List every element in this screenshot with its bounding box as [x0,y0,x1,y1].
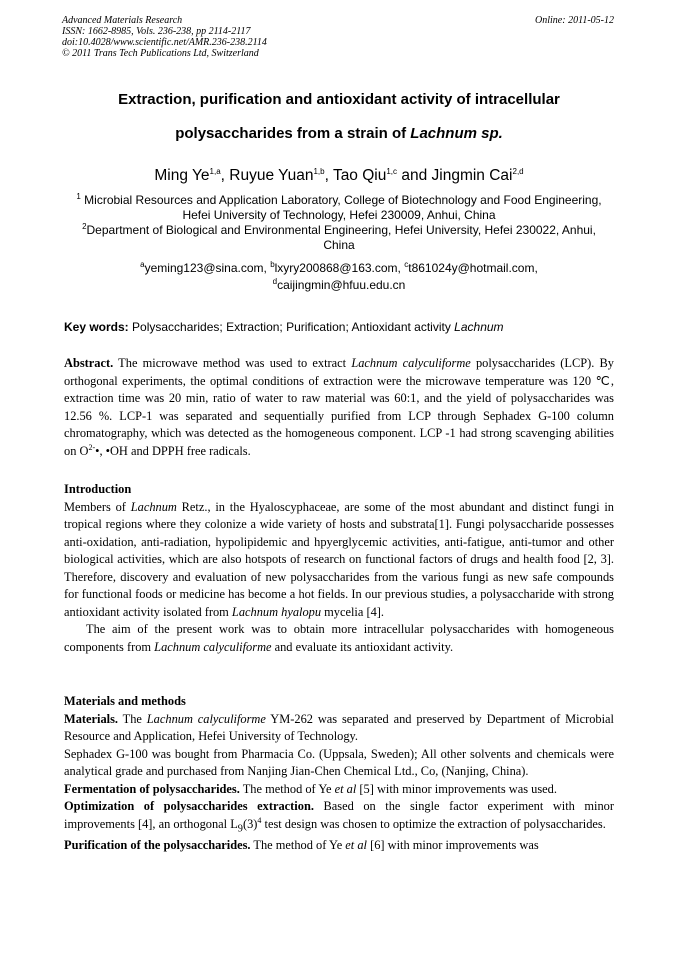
abstract-label: Abstract. [64,356,114,370]
paragraph: Optimization of polysaccharides extraction. Based on the single factor experiment with minor improvements [4], an orthogonal $L_9(3)^4$ test design was chosen to optimize the extraction of polysaccharides. [64,799,614,834]
title-genus: Lachnum sp. [410,125,503,142]
copyright-line: © 2011 Trans Tech Publications Ltd, Switzerland [62,48,259,59]
keywords-label: Key words: [64,320,129,334]
section-heading: Introduction [64,482,132,496]
author: Tao Qiu [332,167,387,184]
author: Jingmin Cai [431,167,513,184]
abstract-section: Abstract. The microwave method was used to extract Lachnum calyculiforme polysaccharides (LCP). By orthogonal experiments, the optimal conditions of extraction were the microwave temperature was 120 ℃, extraction time was 20 min, ratio of water to raw material was 60:1, and the yield of polysaccharides was 12.56 %. LCP-1 was separated and sequentially purified from LCP through Sephadex G-100 column chromatography, which was detected as the homogeneous component. LCP -1 had strong scavenging abilities on $O^{2-}•$, •OH and DPPH free radicals. [64,356,614,458]
methods-section [64,693,614,855]
paragraph: Members of Lachnum Retz., in the Hyaloscyphaceae, are some of the most abundant and distinct fungi in tropical regions where they colonize a wide variety of hosts and substrata[1]. Fungi polysaccharide possesses anti-oxidation, anti-radiation, hypolipidemic and hpyerglycemic activities, anti-fatigue, anti-tumor and other biological activities, which are also hotspots of research on functional factors of drugs and health food [2, 3]. Therefore, discovery and evaluation of new polysaccharides from the various fungi as new safe compounds for functional foods or medicine has become a hot fields. In our previous studies, a polysaccharide with strong antioxidant activity isolated from Lachnum hyalopu mycelia [4]. [64,499,614,619]
section-heading: Materials and methods [64,694,186,708]
author-emails: $^a$yeming123@sina.com, $^b$lxyry200868@163.com, $^c$t861024y@hotmail.com, $^d$caijingmin@hfuu.edu.cn [140,260,538,292]
introduction-section [64,481,614,656]
email-link[interactable]: t861024y@hotmail.com, [408,261,538,275]
paper-title-line-2: polysaccharides from a strain of Lachnum sp. [175,125,503,142]
affiliation-2: $^2$Department of Biological and Environmental Engineering, Hefei University, Hefei 230022, Anhui, China [82,222,596,252]
running-header [62,15,267,59]
author: Ming Ye [154,167,210,184]
issn-line: ISSN: 1662-8985, Vols. 236-238, pp 2114-2117 [62,26,251,37]
email-link[interactable]: caijingmin@hfuu.edu.cn [277,278,406,292]
email-link[interactable]: lxyry200868@163.com, [274,261,405,275]
author: Ruyue Yuan [229,167,314,184]
author-list: Ming Ye$^{1,a}$, Ruyue Yuan$^{1,b}$, Tao Qiu$^{1,c}$ and Jingmin Cai$^{2,d}$ [154,166,524,184]
paragraph: The aim of the present work was to obtain more intracellular polysaccharides with homogeneous components from Lachnum calyculiforme and evaluate its antioxidant activity. [64,622,614,654]
paper-title-line-1: Extraction, purification and antioxidant activity of intracellular [118,91,560,108]
email-link[interactable]: yeming123@sina.com, [144,261,271,275]
paragraph: Fermentation of polysaccharides. The method of Ye et al [5] with minor improvements was used. [64,781,557,796]
journal-name: Advanced Materials Research [62,15,183,26]
affiliation-1: $^1$ Microbial Resources and Application Laboratory, College of Biotechnology and Food Engineering, Hefei University of Technology, Hefei 230009, Anhui, China [76,192,602,222]
keywords: Key words: Polysaccharides; Extraction; Purification; Antioxidant activity Lachnum [64,320,504,334]
paragraph: Sephadex G-100 was bought from Pharmacia Co. (Uppsala, Sweden); All other solvents and chemicals were analytical grade and purchased from Nanjing Jian-Chen Chemical Ltd., Co, (Nanjing, China). [64,746,614,778]
online-date: Online: 2011-05-12 [535,15,614,26]
doi-line: doi:10.4028/www.scientific.net/AMR.236-238.2114 [62,37,267,48]
paragraph: Materials. The Lachnum calyculiforme YM-262 was separated and preserved by Department of Microbial Resource and Application, Hefei University of Technology. [64,711,614,743]
paragraph: Purification of the polysaccharides. The method of Ye et al [6] with minor improvements was [64,838,539,853]
